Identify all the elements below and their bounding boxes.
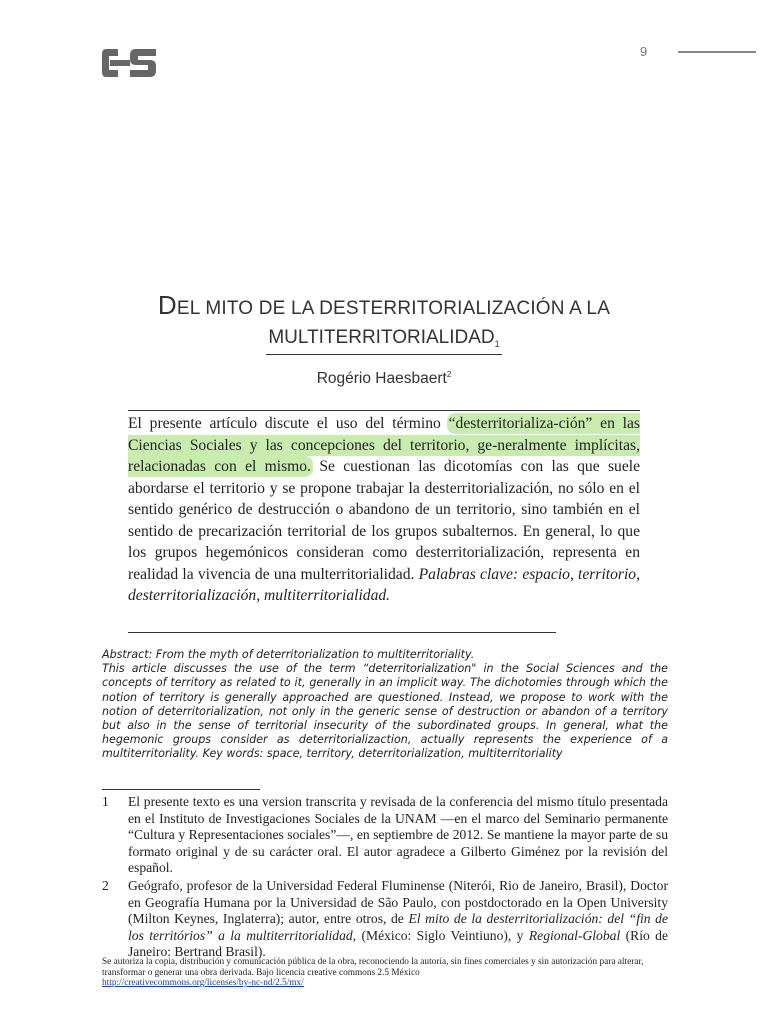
abstract-spanish — [128, 413, 640, 607]
article-title — [90, 290, 678, 355]
footnote-rule — [102, 789, 260, 790]
license-link[interactable]: http://creativecommons.org/licenses/by-nc-nd/2.5/mx/ — [102, 978, 304, 989]
journal-logo — [100, 46, 158, 80]
keywords-spanish: Palabras clave: espacio, territorio, desterritorialización, multiterritorialidad. — [128, 565, 641, 604]
title-initial: D — [157, 290, 177, 320]
book-title-2: Regional-Global — [528, 927, 621, 943]
author-footnote-ref[interactable]: 2 — [446, 370, 452, 379]
highlighted-text[interactable]: “desterritorializa-ción” en las Ciencias Sociales y las concepciones del territorio, ge-neralmente implícitas, relacionadas con el mismo. — [128, 415, 641, 475]
footnote-1 — [102, 794, 668, 877]
abstract-rule-top — [128, 410, 640, 411]
abstract-english — [102, 648, 668, 762]
page-number: 9 — [640, 44, 648, 59]
title-line2-wrap — [266, 324, 501, 355]
footnote-text-mid: (México: Siglo Veintiuno), y — [356, 927, 529, 943]
footnote-text: El presente texto es una version transcrita y revisada de la conferencia del mismo título presentada en el Instituto de Investigaciones Sociales de la UNAM —en el marco del Seminario permanente “Cultura y Representaciones sociales”—, en septiembre de 2012. Se mantiene la mayor parte de su formato original y de su carácter oral. El autor agradece a Gilberto Giménez por la revisión del español. — [128, 794, 668, 876]
abstract-text-post: Se cuestionan las dicotomías con las que suele abordarse el territorio y se propone trabajar la desterritorialización, no sólo en el sentido genérico de destrucción o abandono de un territorio, sino también en el sentido de precarización territorial de los grupos subalternos. En general, lo que los grupos hegemónicos consideran como desterritorialización, representa en realidad la vivencia de una multerritorialidad. — [128, 458, 640, 583]
title-footnote-ref[interactable]: 1 — [494, 339, 500, 349]
footnote-text-post: (Río de Janeiro: Bertrand Brasil). — [128, 927, 668, 960]
abstract-text-pre: El presente artículo discute el uso del término — [128, 415, 449, 432]
footnote-number: 2 — [102, 878, 109, 893]
abstract-rule-bottom — [128, 632, 556, 633]
abstract-english-title: Abstract: From the myth of deterritorialization to multiterritoriality. — [102, 648, 475, 661]
license-notice — [102, 957, 668, 989]
title-line2: MULTITERRITORIALIDAD — [268, 327, 495, 348]
abstract-english-body: This article discusses the use of the term “deterritorialization" in the Social Sciences and the concepts of territory as related to it, generally in an implicit way. The dichotomies through which the notion of territory is generally approached are questioned. Instead, we propose to work with the notion of deterritorialization, not only in the generic sense of destruction or abandon of a territory but also in the sense of territorial insecurity of the subordinated groups. In general, what the hegemonic groups consider as deterritorializaction, actually represents the experience of a multiterritoriality. Key words: space, territory, deterritorialization, multiterritoriality — [102, 662, 668, 761]
footnote-text — [128, 878, 668, 961]
author — [90, 370, 678, 388]
header-rule — [678, 51, 756, 53]
author-name: Rogério Haesbaert — [316, 370, 447, 388]
footnote-number: 1 — [102, 794, 109, 809]
title-line1: EL MITO DE LA DESTERRITORIALIZACIÓN A LA — [176, 298, 611, 319]
footnote-text-pre: Geógrafo, profesor de la Universidad Federal Fluminense (Niterói, Rio de Janeiro, Brasil), Doctor en Geografía Humana por la Universidad de São Paulo, con postdoctorado en la Open University (Milton Keynes, Inglaterra); autor, entre otros, de — [128, 878, 668, 927]
footnote-2 — [102, 878, 668, 961]
license-text: Se autoriza la copia, distribución y comunicación pública de la obra, reconociendo la autoría, sin fines comerciales y sin autorización para alterar, transformar o generar una obra derivada. Bajo licencia creative commons 2.5 México — [102, 957, 644, 978]
book-title-1: El mito de la desterritorialización: del “fin de los territórios” a la multiterritorialidad, — [128, 911, 668, 943]
